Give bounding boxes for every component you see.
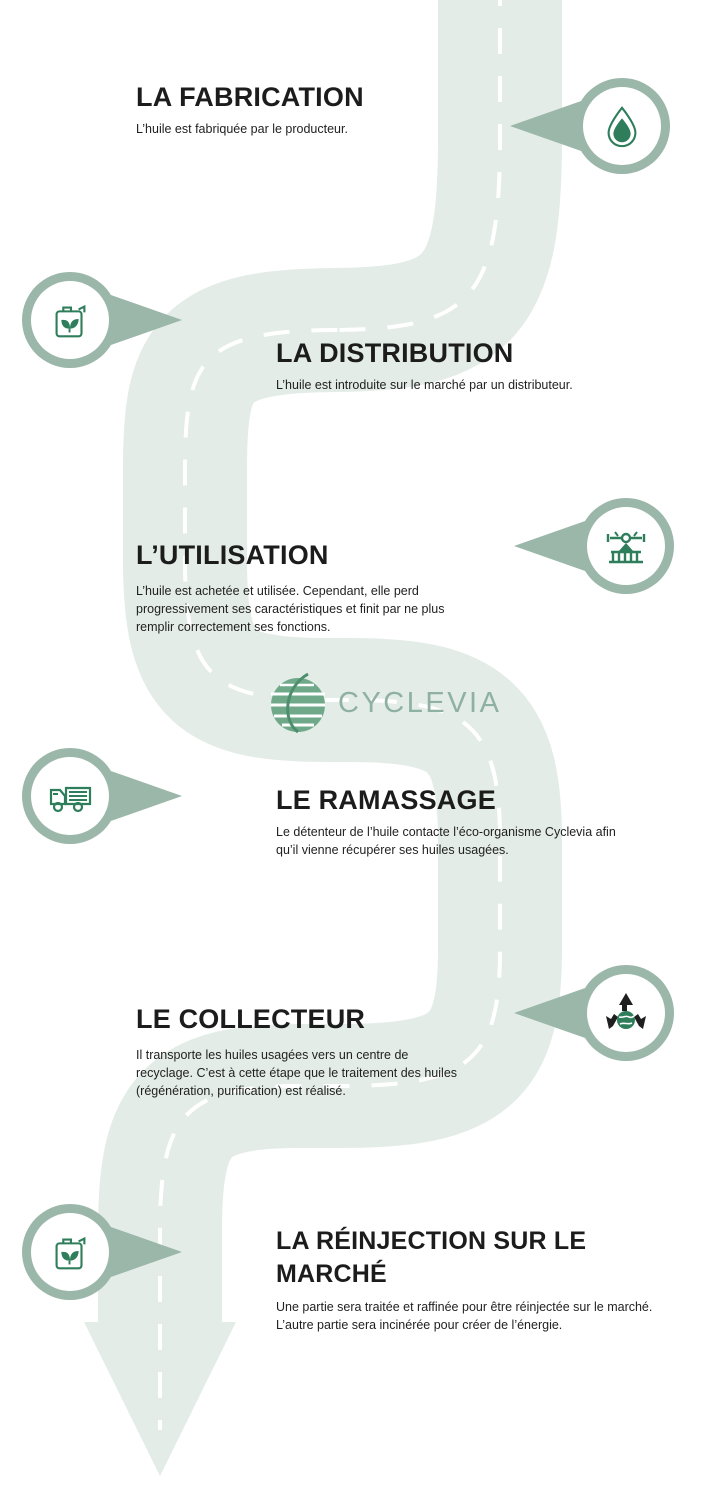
step-description: Une partie sera traitée et raffinée pour être réinjectée sur le marché. L’autre partie sera incinérée pour créer de l’énergie. [276, 1300, 653, 1333]
step-fabrication [136, 82, 466, 138]
pin-distribution[interactable] [22, 272, 182, 368]
pin-collecteur[interactable] [514, 965, 674, 1061]
step-description: Il transporte les huiles usagées vers un centre de recyclage. C’est à cette étape que le traitement des huiles (régénération, purification) est réalisé. [136, 1047, 458, 1099]
step-description: Le détenteur de l’huile contacte l’éco-organisme Cyclevia afin qu’il vienne récupérer ses huiles usagées. [276, 824, 616, 857]
pin-reinjection[interactable] [22, 1204, 182, 1300]
pin-tail [108, 770, 182, 822]
step-ramassage [276, 785, 632, 859]
oil-drop-icon [599, 103, 645, 149]
oil-canister-icon [47, 1229, 93, 1275]
step-description: L’huile est introduite sur le marché par un distributeur. [276, 377, 573, 392]
step-reinjection [276, 1225, 666, 1334]
pin-tail [510, 100, 584, 152]
pin-circle [22, 748, 118, 844]
step-collecteur [136, 1004, 458, 1100]
pin-circle [574, 78, 670, 174]
step-title: LA RÉINJECTION SUR LE MARCHÉ [276, 1227, 587, 1288]
cyclevia-sphere-icon [268, 672, 328, 734]
step-distribution [276, 338, 636, 394]
collection-truck-icon [46, 772, 94, 820]
pin-circle [578, 965, 674, 1061]
pin-utilisation[interactable] [514, 498, 674, 594]
recycling-globe-icon [602, 989, 650, 1037]
step-description: L’huile est achetée et utilisée. Cependant, elle perd progressivement ses caractéristiques et finit par ne plus remplir correctement ses fonctions. [136, 583, 445, 635]
pin-tail [514, 520, 588, 572]
pin-fabrication[interactable] [510, 78, 670, 174]
step-title: LE RAMASSAGE [276, 785, 496, 815]
pin-tail [108, 294, 182, 346]
pin-circle [22, 272, 118, 368]
brand-name: CYCLEVIA [338, 686, 502, 719]
cyclevia-logo [268, 672, 501, 734]
step-title: LE COLLECTEUR [136, 1004, 366, 1034]
step-title: LA DISTRIBUTION [276, 338, 514, 368]
pin-tail [514, 987, 588, 1039]
step-title: LA FABRICATION [136, 82, 364, 112]
step-utilisation [136, 540, 458, 636]
factory-machine-icon [602, 522, 650, 570]
step-description: L’huile est fabriquée par le producteur. [136, 121, 348, 136]
pin-ramassage[interactable] [22, 748, 182, 844]
pin-circle [22, 1204, 118, 1300]
pin-tail [108, 1226, 182, 1278]
step-title: L’UTILISATION [136, 540, 329, 570]
pin-circle [578, 498, 674, 594]
oil-canister-icon [47, 297, 93, 343]
